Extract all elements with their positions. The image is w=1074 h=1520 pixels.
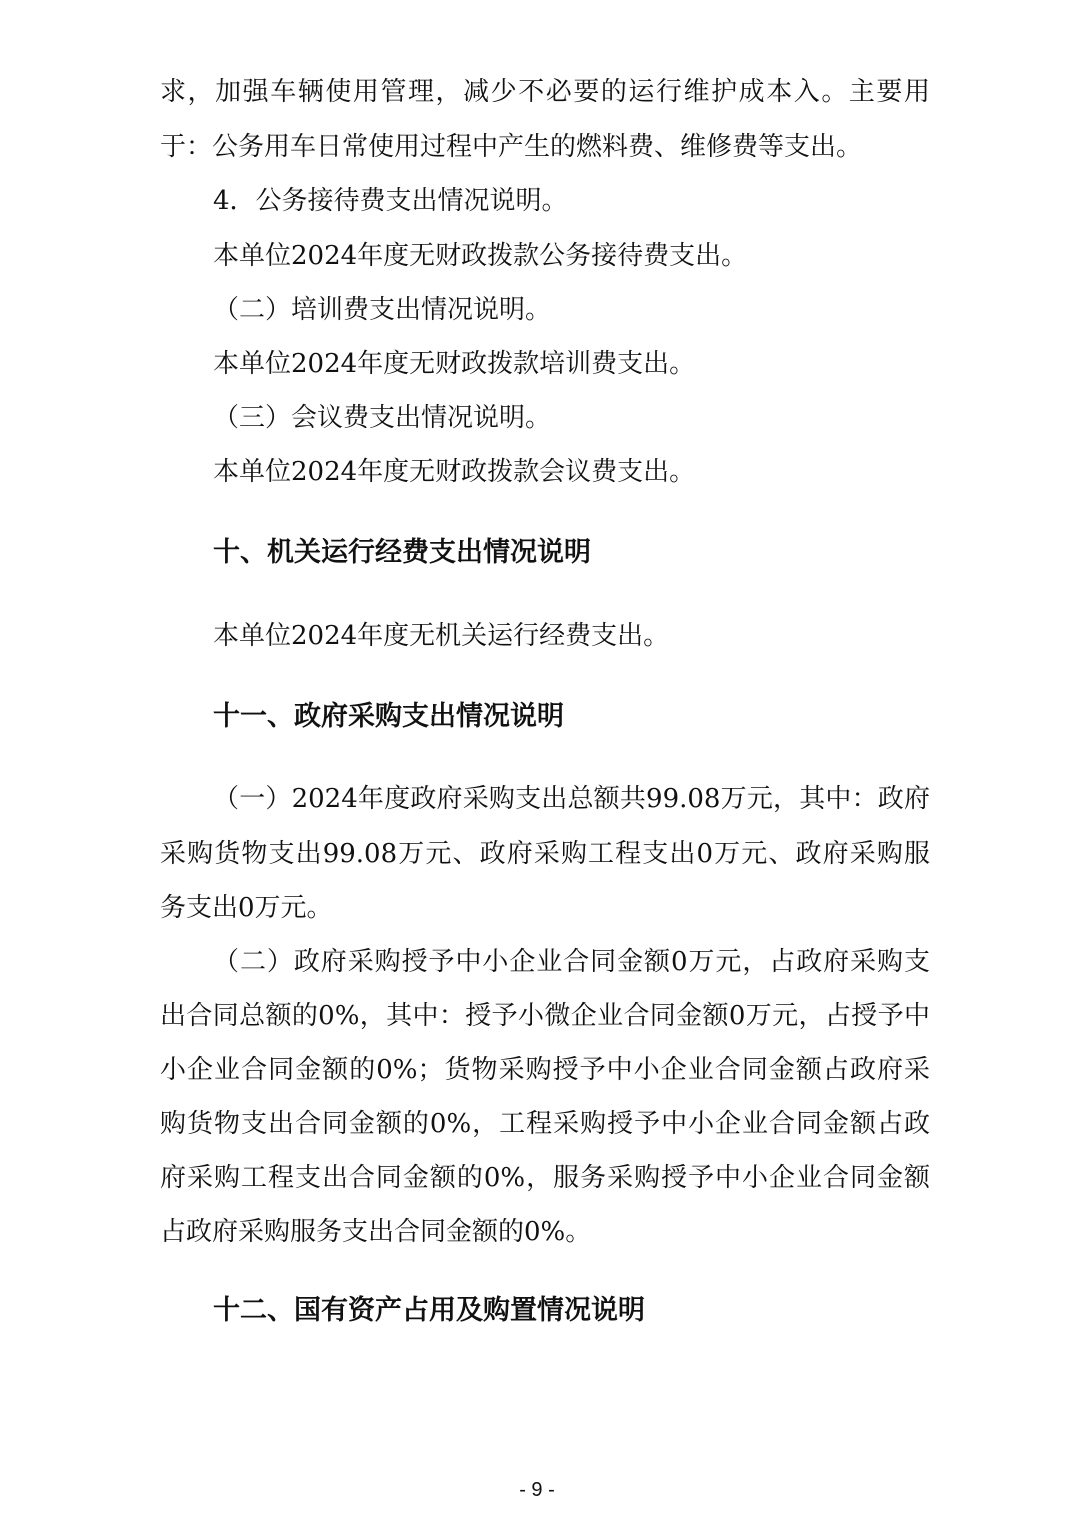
section-10-title: 十、机关运行经费支出情况说明 <box>213 537 591 568</box>
procurement-para1-line-3: 务支出0万元。 <box>160 893 333 923</box>
reception-subheading: 4．公务接待费支出情况说明。 <box>213 186 568 216</box>
procurement-para2-line-2: 出合同总额的0%，其中：授予小微企业合同金额0万元，占授予中 <box>160 1001 930 1031</box>
procurement-para1-line-2: 采购货物支出99.08万元、政府采购工程支出0万元、政府采购服 <box>160 839 930 869</box>
section-12-title: 十二、国有资产占用及购置情况说明 <box>213 1295 645 1326</box>
reception-text: 本单位2024年度无财政拨款公务接待费支出。 <box>213 241 748 271</box>
section-10-text: 本单位2024年度无机关运行经费支出。 <box>213 621 670 651</box>
procurement-para2-line-3: 小企业合同金额的0%；货物采购授予中小企业合同金额占政府采 <box>160 1055 930 1085</box>
procurement-para2-line-6: 占政府采购服务支出合同金额的0%。 <box>160 1217 592 1247</box>
training-subheading: （二）培训费支出情况说明。 <box>213 295 552 325</box>
training-text: 本单位2024年度无财政拨款培训费支出。 <box>213 349 696 379</box>
procurement-para2-line-1: （二）政府采购授予中小企业合同金额0万元，占政府采购支 <box>213 947 930 977</box>
vehicle-paragraph-line-1: 求，加强车辆使用管理，减少不必要的运行维护成本入。主要用 <box>160 77 930 107</box>
procurement-para2-line-4: 购货物支出合同金额的0%，工程采购授予中小企业合同金额占政 <box>160 1109 930 1139</box>
vehicle-paragraph-line-2: 于：公务用车日常使用过程中产生的燃料费、维修费等支出。 <box>160 132 863 162</box>
meeting-subheading: （三）会议费支出情况说明。 <box>213 403 552 433</box>
page-number: - 9 - <box>519 1479 555 1501</box>
procurement-para2-line-5: 府采购工程支出合同金额的0%，服务采购授予中小企业合同金额 <box>160 1163 930 1193</box>
procurement-para1-line-1: （一）2024年度政府采购支出总额共99.08万元，其中：政府 <box>213 784 930 814</box>
meeting-text: 本单位2024年度无财政拨款会议费支出。 <box>213 457 696 487</box>
section-11-title: 十一、政府采购支出情况说明 <box>213 701 564 732</box>
